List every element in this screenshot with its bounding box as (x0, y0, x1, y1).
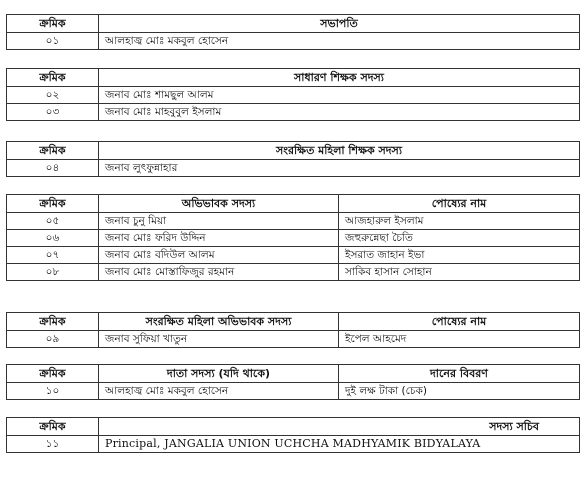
member-name: আলহাজ্ব মোঃ মকবুল হোসেন (99, 33, 580, 50)
serial-header: ক্রমিক (7, 365, 99, 383)
table-row (7, 160, 580, 177)
donation-header: দানের বিবরণ (339, 365, 580, 383)
ward-name: ইসরাত জাহান ইভা (339, 247, 580, 264)
serial-number: ০৪ (7, 160, 99, 177)
table-row (7, 33, 580, 50)
serial-header: ক্রমিক (7, 142, 99, 160)
member-name: জনাব সুফিয়া খাতুন (99, 331, 339, 348)
member-name: জনাব মোঃ মোস্তাফিজুর রহমান (99, 264, 339, 281)
serial-number: ১০ (7, 383, 99, 400)
donor-table (6, 364, 580, 400)
female-guardian-table (6, 312, 580, 348)
table-row (7, 331, 580, 348)
serial-header: ক্রমিক (7, 418, 99, 436)
member-name: জনাব মোঃ শামছুল আলম (99, 87, 580, 104)
table-header-row (7, 313, 580, 331)
general-teacher-table (6, 68, 580, 121)
serial-number: ০৫ (7, 213, 99, 230)
member-name: জনাব মোঃ ফরিদ উদ্দিন (99, 230, 339, 247)
table-header-row (7, 15, 580, 33)
ward-header: পোষ্যের নাম (339, 195, 580, 213)
member-name: জনাব চুনু মিয়া (99, 213, 339, 230)
member-name: জনাব মোঃ মাহবুবুল ইসলাম (99, 104, 580, 121)
table-header-row (7, 69, 580, 87)
section-title: দাতা সদস্য (যদি থাকে) (99, 365, 339, 383)
table-header-row (7, 418, 580, 436)
serial-number: ০২ (7, 87, 99, 104)
serial-header: ক্রমিক (7, 15, 99, 33)
table-row (7, 247, 580, 264)
table-row (7, 230, 580, 247)
ward-name: সাকিব হাসান সোহান (339, 264, 580, 281)
serial-number: ০৬ (7, 230, 99, 247)
serial-header: ক্রমিক (7, 69, 99, 87)
table-row (7, 87, 580, 104)
section-title: সংরক্ষিত মহিলা অভিভাবক সদস্য (99, 313, 339, 331)
president-table (6, 14, 580, 50)
ward-name: আজহারুল ইসলাম (339, 213, 580, 230)
table-row (7, 264, 580, 281)
table-header-row (7, 142, 580, 160)
section-title: সদস্য সচিব (99, 418, 580, 436)
ward-header: পোষ্যের নাম (339, 313, 580, 331)
section-title: সাধারণ শিক্ষক সদস্য (99, 69, 580, 87)
serial-number: ০৭ (7, 247, 99, 264)
table-row (7, 436, 580, 453)
table-row (7, 213, 580, 230)
member-name: আলহাজ্ব মোঃ মকবুল হোসেন (99, 383, 339, 400)
section-title: অভিভাবক সদস্য (99, 195, 339, 213)
table-header-row (7, 195, 580, 213)
member-secretary-table (6, 417, 580, 453)
member-name: জনাব লুৎফুন্নাহার (99, 160, 580, 177)
section-title: সভাপতি (99, 15, 580, 33)
guardian-table (6, 194, 580, 281)
member-name: জনাব মোঃ বদিউল আলম (99, 247, 339, 264)
ward-name: জহুরুন্নেছা চৈতি (339, 230, 580, 247)
section-title: সংরক্ষিত মহিলা শিক্ষক সদস্য (99, 142, 580, 160)
serial-number: ০৮ (7, 264, 99, 281)
serial-header: ক্রমিক (7, 313, 99, 331)
table-header-row (7, 365, 580, 383)
serial-number: ০৩ (7, 104, 99, 121)
member-name: Principal, JANGALIA UNION UCHCHA MADHYAMIK BIDYALAYA (99, 436, 580, 453)
donation-details: দুই লক্ষ টাকা (চেক) (339, 383, 580, 400)
serial-number: ০১ (7, 33, 99, 50)
table-row (7, 104, 580, 121)
female-teacher-table (6, 141, 580, 177)
serial-header: ক্রমিক (7, 195, 99, 213)
table-row (7, 383, 580, 400)
serial-number: ১১ (7, 436, 99, 453)
ward-name: ইপেল আহমেদ (339, 331, 580, 348)
serial-number: ০৯ (7, 331, 99, 348)
